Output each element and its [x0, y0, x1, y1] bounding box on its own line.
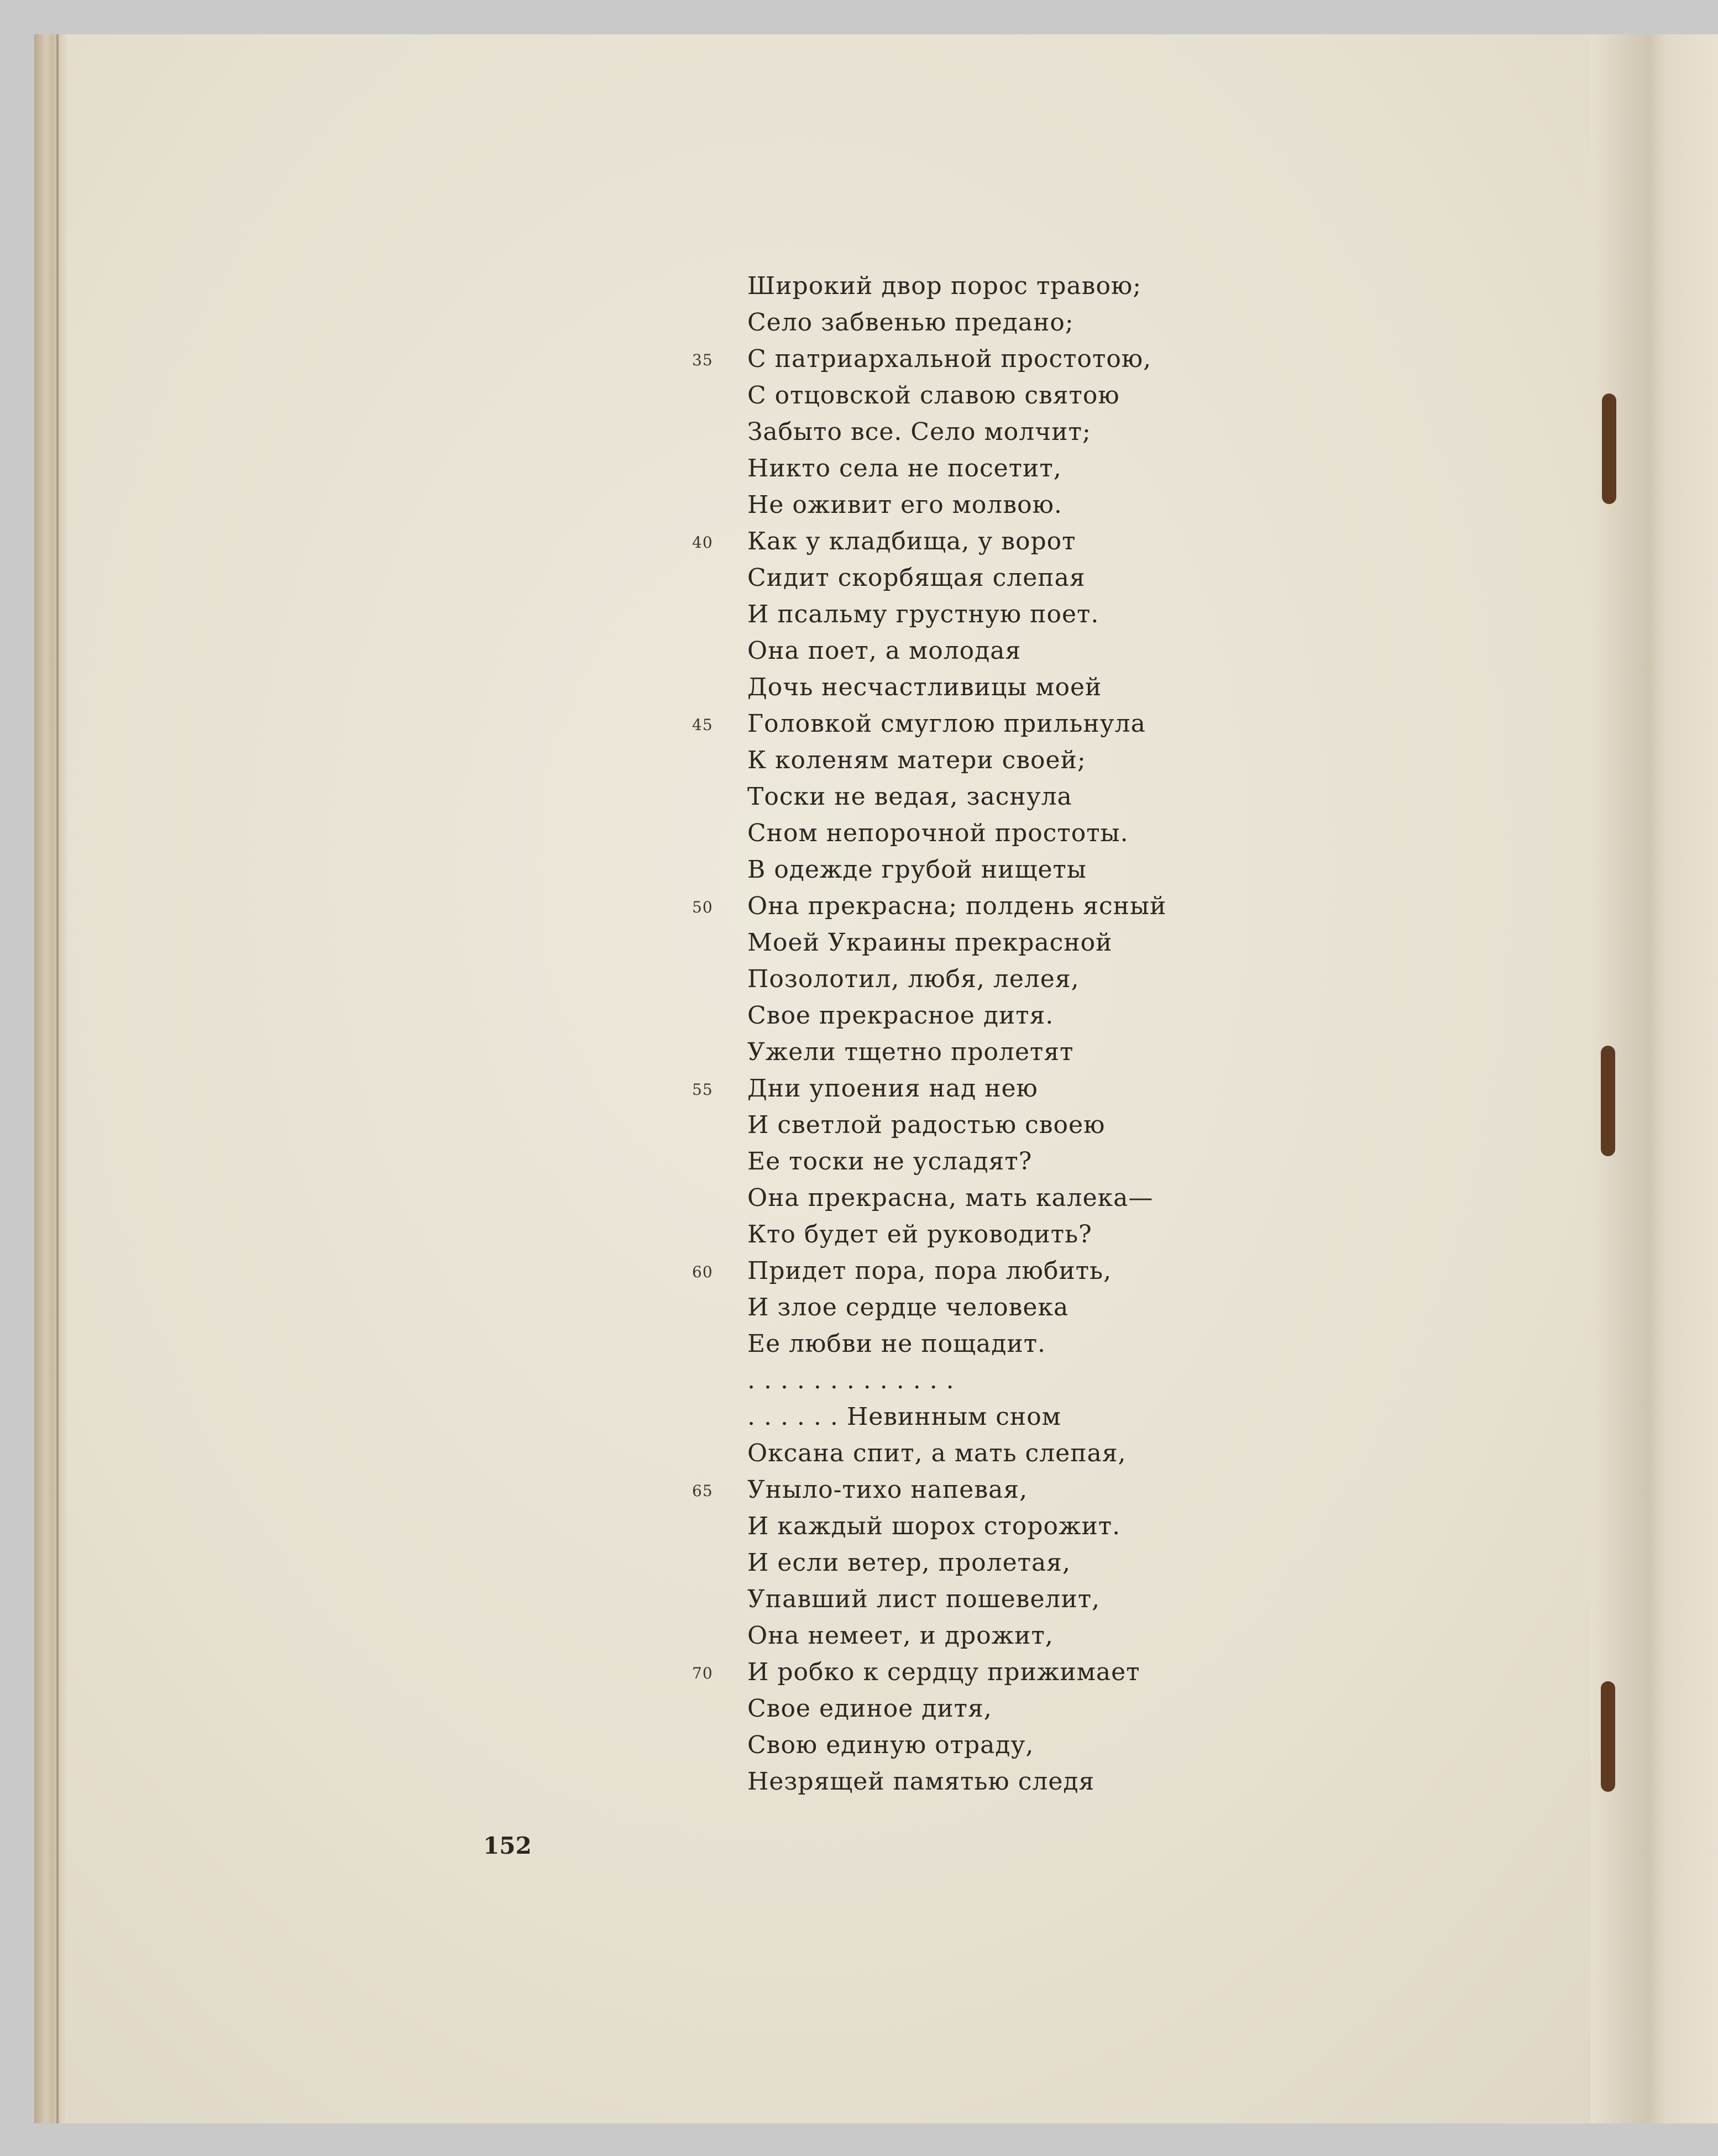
line-text: . . . . . . Невинным сном	[747, 1403, 1061, 1431]
poem-line	[692, 1654, 1245, 1691]
poem-line	[692, 706, 1245, 742]
line-number: 65	[692, 1482, 713, 1500]
line-text: Позолотил, любя, лелея,	[747, 965, 1080, 993]
poem-line	[747, 961, 1245, 998]
poem-line	[747, 1581, 1245, 1618]
line-text: Свое прекрасное дитя.	[747, 1001, 1054, 1030]
poem-line	[747, 742, 1245, 779]
rust-stain	[1601, 1046, 1615, 1156]
left-binding-line	[56, 34, 59, 2123]
poem-line	[747, 1508, 1245, 1545]
line-text: Сидит скорбящая слепая	[747, 564, 1086, 592]
line-text: Она немеет, и дрожит,	[747, 1622, 1054, 1650]
book-page	[34, 34, 1718, 2123]
poem-line	[747, 450, 1245, 487]
poem-line	[747, 1618, 1245, 1654]
line-text: Ужели тщетно пролетят	[747, 1038, 1074, 1066]
line-text: Никто села не посетит,	[747, 454, 1062, 482]
poem-line	[747, 305, 1245, 341]
poem-line	[747, 268, 1245, 305]
line-text: К коленям матери своей;	[747, 746, 1086, 774]
line-number: 60	[692, 1263, 713, 1281]
poem-line	[747, 1399, 1245, 1435]
line-text: Не оживит его молвою.	[747, 491, 1062, 519]
poem-line	[747, 1034, 1245, 1071]
poem-line	[747, 1727, 1245, 1764]
line-text: И если ветер, пролетая,	[747, 1549, 1071, 1577]
line-text: Она прекрасна; полдень ясный	[747, 892, 1167, 920]
line-text: Придет пора, пора любить,	[747, 1257, 1112, 1285]
poem-line	[747, 414, 1245, 450]
line-text: Она прекрасна, мать калека—	[747, 1184, 1154, 1212]
poem-line	[692, 1071, 1245, 1107]
poem-line	[692, 1253, 1245, 1289]
line-text: Свою единую отраду,	[747, 1731, 1034, 1759]
line-text: С отцовской славою святою	[747, 381, 1120, 410]
poem-line	[747, 998, 1245, 1034]
poem-line	[747, 1691, 1245, 1727]
line-text: Уныло-тихо напевая,	[747, 1476, 1028, 1504]
poem-line	[692, 1472, 1245, 1508]
poem-line	[747, 1107, 1245, 1143]
poem-line	[747, 925, 1245, 961]
poem-line	[692, 341, 1245, 377]
line-text: Головкой смуглою прильнула	[747, 710, 1146, 738]
poem-line	[747, 852, 1245, 888]
poem-line	[747, 487, 1245, 523]
poem-line	[747, 1289, 1245, 1326]
line-text: Кто будет ей руководить?	[747, 1220, 1092, 1249]
line-text: Сном непорочной простоты.	[747, 819, 1129, 847]
line-number: 55	[692, 1080, 713, 1099]
poem-line	[747, 1180, 1245, 1216]
line-text: И злое сердце человека	[747, 1293, 1069, 1321]
poem-line	[692, 888, 1245, 925]
line-text: И светлой радостью своею	[747, 1111, 1106, 1139]
poem-line	[747, 815, 1245, 852]
line-text: И псальму грустную поет.	[747, 600, 1099, 628]
poem-line	[747, 596, 1245, 633]
line-number: 40	[692, 533, 713, 552]
line-number: 50	[692, 898, 713, 916]
poem-line	[747, 669, 1245, 706]
line-text: Как у кладбища, у ворот	[747, 527, 1076, 555]
poem-text-block	[692, 268, 1245, 1800]
poem-line	[747, 1545, 1245, 1581]
line-text: . . . . . . . . . . . . .	[747, 1366, 955, 1394]
line-text: Дочь несчастливицы моей	[747, 673, 1102, 701]
line-text: Тоски не ведая, заснула	[747, 783, 1072, 811]
line-text: С патриархальной простотою,	[747, 345, 1152, 373]
line-text: Оксана спит, а мать слепая,	[747, 1439, 1127, 1467]
poem-line	[747, 1362, 1245, 1399]
poem-line	[747, 377, 1245, 414]
line-text: Ее тоски не усладят?	[747, 1147, 1033, 1176]
line-text: Она поет, а молодая	[747, 637, 1022, 665]
poem-line	[747, 1435, 1245, 1472]
line-text: Свое единое дитя,	[747, 1695, 992, 1723]
line-text: Ее любви не пощадит.	[747, 1330, 1046, 1358]
line-text: Широкий двор порос травою;	[747, 272, 1142, 300]
poem-line	[747, 779, 1245, 815]
line-text: Забыто все. Село молчит;	[747, 418, 1091, 446]
rust-stain	[1602, 394, 1616, 504]
poem-line	[747, 1326, 1245, 1362]
line-text: Незрящей памятью следя	[747, 1767, 1095, 1796]
line-text: И робко к сердцу прижимает	[747, 1658, 1140, 1686]
poem-line	[747, 633, 1245, 669]
line-text: Село забвенью предано;	[747, 308, 1074, 337]
line-number: 45	[692, 716, 713, 734]
line-text: Упавший лист пошевелит,	[747, 1585, 1101, 1613]
rust-stain	[1601, 1681, 1615, 1792]
line-text: И каждый шорох сторожит.	[747, 1512, 1121, 1540]
poem-line	[747, 1764, 1245, 1800]
poem-line	[747, 560, 1245, 596]
line-text: В одежде грубой нищеты	[747, 856, 1087, 884]
poem-line	[692, 523, 1245, 560]
poem-line	[747, 1143, 1245, 1180]
line-text: Моей Украины прекрасной	[747, 929, 1113, 957]
left-page-edge	[34, 34, 67, 2123]
line-number: 35	[692, 351, 713, 369]
line-number: 70	[692, 1664, 713, 1682]
poem-line	[747, 1216, 1245, 1253]
line-text: Дни упоения над нею	[747, 1074, 1038, 1103]
page-number: 152	[483, 1832, 532, 1859]
